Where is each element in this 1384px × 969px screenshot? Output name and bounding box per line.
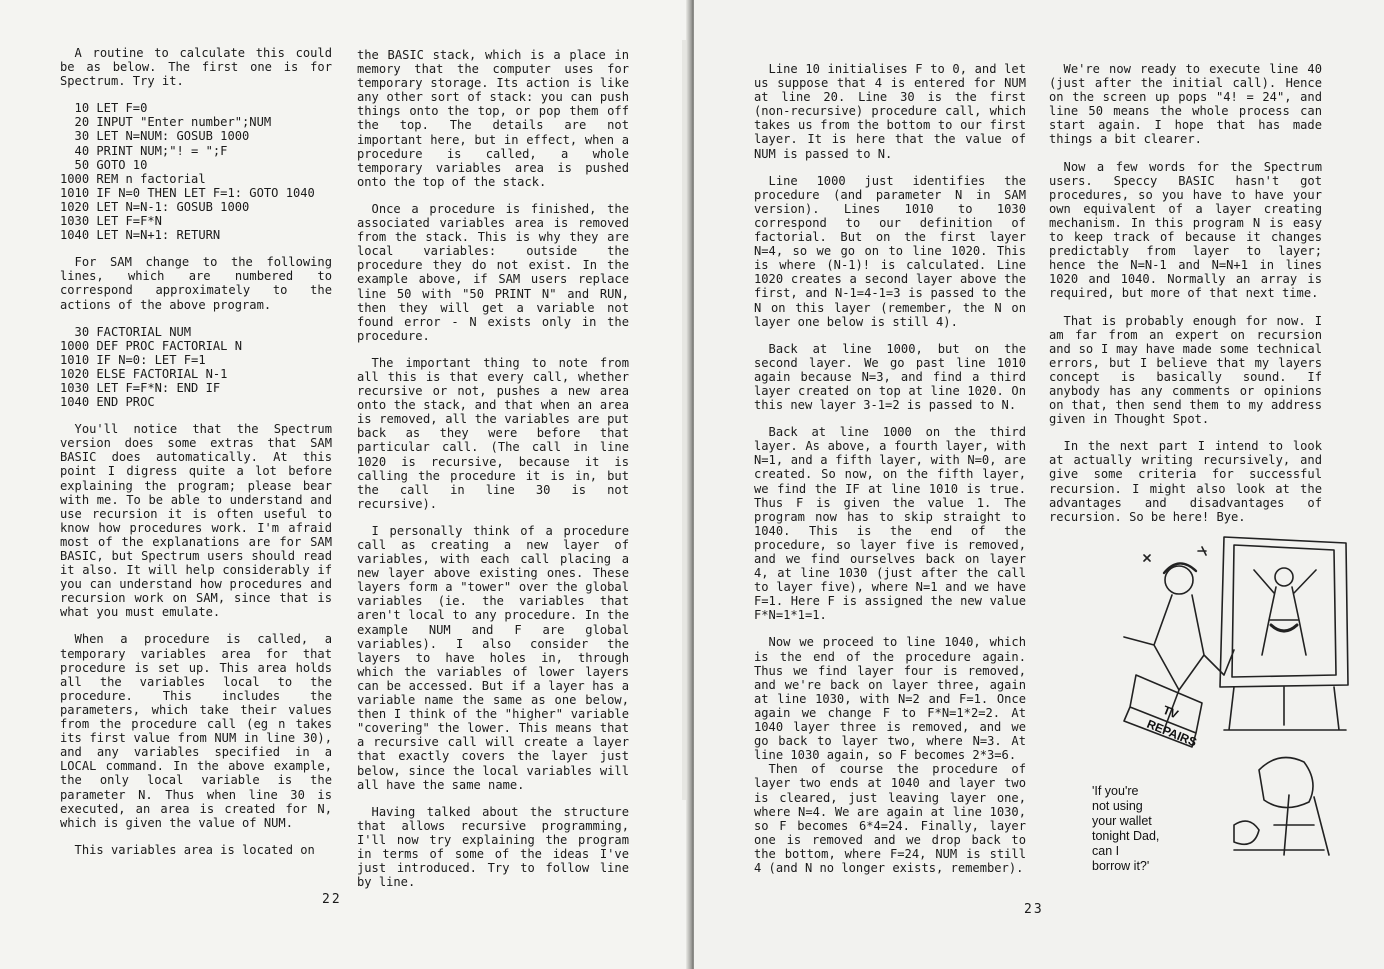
- line-1040-paragraph: Now we proceed to line 1040, which is the end of the procedure again. Thus we find layer four is removed, and we're back on layer three, again at line 1030, with N=2 and F=1. Once again we change F to F*N=1*2=2. At 1040 layer three is removed, and we go back to layer two, where N=3. At line 1030 again, so F becomes 2*3=6.: [754, 635, 1026, 763]
- page-number-left: 22: [322, 892, 342, 907]
- layer-two-paragraph: Then of course the procedure of layer two ends at 1040 and layer two is cleared, just leaving layer one, where N=4. We are again at line 1030, so F becomes 6*4=24. Finally, layer one is removed and we drop back to the bottom, where F=24, NUM is still 4 (and N no longer exists, remember).: [754, 762, 1026, 875]
- caption-line: not using: [1092, 799, 1143, 813]
- notice-paragraph: You'll notice that the Spectrum version does some extras that SAM BASIC does automatically. At this point I digress quite a lot before explaining the program; please bear with me. To be able to understand and use recursion it is often useful to know how procedures work. I'm afraid most of the explanations are for SAM BASIC, but Spectrum users should read it also. It will help considerably if you can understand how procedures and recursion work on SAM, since that is what you must emulate.: [60, 422, 332, 620]
- second-layer-paragraph: Back at line 1000, but on the second layer. We go past line 1010 again because N=3, and find a third layer created on top at line 1020. On this new layer 3-1=2 is passed to N.: [754, 341, 1026, 413]
- caption-line: borrow it?': [1092, 859, 1150, 873]
- execute-line-40-paragraph: We're now ready to execute line 40 (just after the initial call). Hence on the screen up pops "4! = 24", and line 50 means the whole process can start again. I hope that has made things a bit clearer.: [1049, 62, 1322, 147]
- left-page: [0, 0, 690, 969]
- third-layer-paragraph: Back at line 1000 on the third layer. As above, a fourth layer, with N=1, and a fifth layer, with N=0, are created. So now, on the fifth layer, we find the IF at line 1010 is true. Thus F is given the value 1. The program now has to skip straight to 1040. This is the end of the procedure, so layer five is removed, and we find ourselves back on layer 4, at line 1030 (just after the call to layer five), where N=1 and we have F=1. Here F is assigned the new value F*N=1*1=1.: [754, 425, 1026, 623]
- located-paragraph: This variables area is located on: [74, 842, 315, 857]
- sam-code-listing: 30 FACTORIAL NUM 1000 DEF PROC FACTORIAL N 1010 IF N=0: LET F=1 1020 ELSE FACTORIAL N-1 1030 LET F=F*N: END IF 1040 END PROC: [60, 324, 243, 410]
- next-part-paragraph: In the next part I intend to look at actually writing recursively, and give some criteria for successful recursion. I might also look at the advantages and disadvantages of recursion. So be here! Bye.: [1049, 439, 1322, 524]
- box-label-repairs: REPAIRS: [1144, 716, 1199, 750]
- page-number-right: 23: [1024, 902, 1044, 917]
- family-figures-icon: [1234, 758, 1329, 856]
- cartoon-caption: [1092, 784, 1202, 874]
- repairman-head-icon: [1165, 566, 1193, 594]
- layers-paragraph: I personally think of a procedure call as creating a new layer of variables, with each call placing a new layer above existing ones. These layers form a "tower" over the global variables (ie. the variables that aren't local to any procedure. In the example NUM and F are global variables). I also consider the layers to have holes in, through which the variables of lower layers can be accessed. But if a layer has a variable name the same as one below, then I think of the "higher" variable "covering" the lower. This means that a recursive call will create a layer that exactly covers the layer just below, since the local variables will all have the same name.: [357, 523, 629, 792]
- caption-line: can I: [1092, 844, 1120, 858]
- caption-line: your wallet: [1092, 814, 1152, 828]
- left-column-2: [357, 48, 629, 902]
- line-10-paragraph: Line 10 initialises F to 0, and let us suppose that 4 is entered for NUM at line 20. Line 30 is the first (non-recursive) procedure call, which takes us from the bottom to our first layer. It is here that the value of NUM is passed to N.: [754, 62, 1026, 161]
- stack-paragraph: the BASIC stack, which is a place in memory that the computer uses for temporary storage. Its action is like any other sort of stack: you can push things onto the top, or pop them off the top. The details are not important here, but in effect, when a procedure is called, a whole temporary variables area is pushed onto the top of the stack.: [357, 48, 629, 189]
- spectrum-users-paragraph: Now a few words for the Spectrum users. Speccy BASIC hasn't got procedures, so you have to have your own equivalent of a layer creating mechanism. In this program N is easy to keep track of because it changes predictably from layer to layer; hence the N=N-1 and N=N+1 in lines 1020 and 1040. Normally an array is required, but more of that next time.: [1049, 159, 1322, 301]
- left-column-1: [60, 46, 332, 870]
- right-column-2: [1049, 62, 1322, 537]
- procedure-called-paragraph: When a procedure is called, a temporary variables area for that procedure is set up. This area holds all the variables local to the procedure. This includes the parameters, which take their values from the procedure call (eg n takes its first value from NUM in line 30), and any variables specified in a LOCAL command. In the above example, the only local variable is the parameter N. Thus when line 30 is executed, an area is created for N, which is given the value of NUM.: [60, 632, 332, 830]
- structure-paragraph: Having talked about the structure that allows recursive programming, I'll now try explaining the program in terms of some of the ideas I've just introduced. Try to follow line by line.: [357, 804, 629, 890]
- line-1000-paragraph: Line 1000 just identifies the procedure (and parameter N in SAM version). Lines 1010 to 1030 correspond to our definition of factorial. But on the first layer N=4, so we go on to line 1020. This is where (N-1)! is calculated. Line 1020 creates a second layer above the first, and N-1=4-1=3 is passed to the N on this layer (remember, the N on layer one below is still 4).: [754, 173, 1026, 329]
- sam-instructions-paragraph: For SAM change to the following lines, which are numbered to correspond approximately to the actions of the above program.: [60, 255, 332, 312]
- procedure-finished-paragraph: Once a procedure is finished, the associated variables area is removed from the stack. This is why they are local variables: outside the procedure they do not exist. In the example above, if SAM users replace line 50 with "50 PRINT N" and RUN, then they will get a variable not found error - N exists only in the procedure.: [357, 201, 629, 343]
- right-page: [694, 0, 1384, 969]
- spectrum-code-listing: 10 LET F=0 20 INPUT "Enter number";NUM 30 LET N=NUM: GOSUB 1000 40 PRINT NUM;"! = ";F 50 GOTO 10 1000 REM n factorial 1010 IF N=0 THEN LET F=1: GOTO 1040 1020 LET N=N-1: GOSUB 1000 1030 LET F=F*N 1040 LET N=N+1: RETURN: [60, 101, 315, 243]
- tv-set-icon: [1220, 537, 1348, 687]
- box-label-tv: TV: [1160, 702, 1181, 722]
- intro-paragraph: A routine to calculate this could be as below. The first one is for Spectrum. Try it.: [60, 46, 332, 89]
- caption-line: tonight Dad,: [1092, 829, 1160, 843]
- right-column-1: [754, 62, 1026, 888]
- enough-for-now-paragraph: That is probably enough for now. I am far from an expert on recursion and so I may have made some technical errors, but I believe that my layers concept is basically sound. If anybody has any comments or opinions on that, then send them to my address given in Thought Spot.: [1049, 313, 1322, 427]
- important-thing-paragraph: The important thing to note from all this is that every call, whether recursive or not, pushes a new area onto the stack, and that when an area is removed, all the variables are put back as they were before that particular call. (The call in line 1020 is recursive, because it is calling the procedure it is in, but the call in line 30 is not recursive).: [357, 355, 629, 511]
- caption-line: 'If you're: [1092, 784, 1139, 798]
